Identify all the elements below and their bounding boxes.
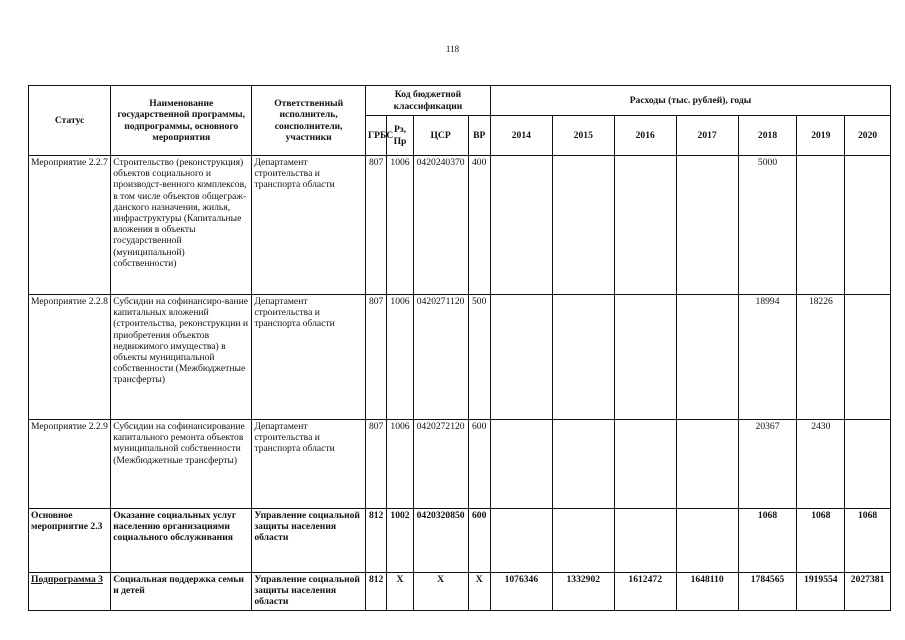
row-value-2014 <box>490 420 552 509</box>
row-csr: X <box>413 573 468 611</box>
row-value-2015: 1332902 <box>552 573 614 611</box>
header-rz-pr: Рз, Пр <box>387 116 413 156</box>
row-vr: 600 <box>468 420 490 509</box>
row-rz-pr: 1006 <box>387 420 413 509</box>
row-grbs: 812 <box>366 509 387 573</box>
header-year-2019: 2019 <box>797 116 845 156</box>
row-value-2014 <box>490 509 552 573</box>
header-name: Наименование государственной программы, подпрограммы, основного мероприятия <box>111 86 252 156</box>
row-value-2016 <box>614 420 676 509</box>
row-status: Подпрограмма 3 <box>29 573 111 611</box>
row-value-2014: 1076346 <box>490 573 552 611</box>
row-value-2016 <box>614 156 676 295</box>
row-value-2020: 2027381 <box>845 573 891 611</box>
row-value-2019 <box>797 156 845 295</box>
row-value-2018: 5000 <box>738 156 797 295</box>
row-value-2017: 1648110 <box>676 573 738 611</box>
row-value-2015 <box>552 509 614 573</box>
budget-table <box>28 85 891 611</box>
row-name: Оказание социальных услуг населению организациями социального обслуживания <box>111 509 252 573</box>
row-status: Мероприятие 2.2.8 <box>29 295 111 420</box>
table-row <box>29 156 891 295</box>
row-responsible: Департамент строительства и транспорта области <box>252 295 366 420</box>
header-vr: ВР <box>468 116 490 156</box>
header-grbs: ГРБС <box>366 116 387 156</box>
row-responsible: Управление социальной защиты населения области <box>252 509 366 573</box>
row-csr: 0420272120 <box>413 420 468 509</box>
row-rz-pr: 1006 <box>387 156 413 295</box>
row-csr: 0420271120 <box>413 295 468 420</box>
table-row <box>29 573 891 611</box>
row-vr: 600 <box>468 509 490 573</box>
row-value-2014 <box>490 156 552 295</box>
row-value-2016 <box>614 295 676 420</box>
row-rz-pr: 1006 <box>387 295 413 420</box>
row-value-2015 <box>552 295 614 420</box>
row-value-2018: 1784565 <box>738 573 797 611</box>
page-number: 118 <box>445 44 460 54</box>
row-grbs: 807 <box>366 295 387 420</box>
row-grbs: 812 <box>366 573 387 611</box>
row-name: Социальная поддержка семьи и детей <box>111 573 252 611</box>
table-row <box>29 295 891 420</box>
header-year-2020: 2020 <box>845 116 891 156</box>
row-value-2020 <box>845 156 891 295</box>
row-vr: 400 <box>468 156 490 295</box>
row-value-2018: 1068 <box>738 509 797 573</box>
row-value-2020 <box>845 420 891 509</box>
row-value-2016 <box>614 509 676 573</box>
row-value-2014 <box>490 295 552 420</box>
row-value-2020: 1068 <box>845 509 891 573</box>
row-rz-pr: 1002 <box>387 509 413 573</box>
row-name: Субсидии на софинансирование капитального ремонта объектов муниципальной собственности (Межбюджетные трансферты) <box>111 420 252 509</box>
row-status: Основное мероприятие 2.3 <box>29 509 111 573</box>
row-value-2019: 1068 <box>797 509 845 573</box>
row-value-2017 <box>676 509 738 573</box>
header-year-2017: 2017 <box>676 116 738 156</box>
table-row <box>29 509 891 573</box>
header-status: Статус <box>29 86 111 156</box>
row-value-2015 <box>552 420 614 509</box>
header-csr: ЦСР <box>413 116 468 156</box>
row-value-2015 <box>552 156 614 295</box>
header-budget-code: Код бюджетной классификации <box>366 86 491 116</box>
header-responsible: Ответственный исполнитель, соисполнители, участники <box>252 86 366 156</box>
header-expenses: Расходы (тыс. рублей), годы <box>490 86 890 116</box>
row-value-2017 <box>676 156 738 295</box>
row-value-2019: 2430 <box>797 420 845 509</box>
row-name: Строительство (реконструкция) объектов социального и производст-венного комплексов, в том числе объектов общеграж-данского назначения, жилья, инфраструктуры (Капитальные вложения в объекты государственной (муниципальной) собственности) <box>111 156 252 295</box>
row-value-2016: 1612472 <box>614 573 676 611</box>
header-row-1 <box>29 86 891 116</box>
table-row <box>29 420 891 509</box>
row-vr: X <box>468 573 490 611</box>
row-name: Субсидии на софинансиро-вание капитальных вложений (строительства, реконструкции и приобретения объектов недвижимого имущества) в объекты муниципальной собственности (Межбюджетные трансферты) <box>111 295 252 420</box>
row-csr: 0420240370 <box>413 156 468 295</box>
row-value-2018: 20367 <box>738 420 797 509</box>
header-year-2014: 2014 <box>490 116 552 156</box>
row-grbs: 807 <box>366 156 387 295</box>
row-rz-pr: X <box>387 573 413 611</box>
row-responsible: Департамент строительства и транспорта области <box>252 156 366 295</box>
row-vr: 500 <box>468 295 490 420</box>
row-value-2019: 1919554 <box>797 573 845 611</box>
row-value-2018: 18994 <box>738 295 797 420</box>
row-value-2017 <box>676 420 738 509</box>
row-status: Мероприятие 2.2.7 <box>29 156 111 295</box>
row-value-2020 <box>845 295 891 420</box>
header-year-2018: 2018 <box>738 116 797 156</box>
row-responsible: Управление социальной защиты населения области <box>252 573 366 611</box>
header-year-2015: 2015 <box>552 116 614 156</box>
row-status: Мероприятие 2.2.9 <box>29 420 111 509</box>
row-grbs: 807 <box>366 420 387 509</box>
row-responsible: Департамент строительства и транспорта области <box>252 420 366 509</box>
row-value-2019: 18226 <box>797 295 845 420</box>
row-value-2017 <box>676 295 738 420</box>
row-csr: 0420320850 <box>413 509 468 573</box>
header-year-2016: 2016 <box>614 116 676 156</box>
